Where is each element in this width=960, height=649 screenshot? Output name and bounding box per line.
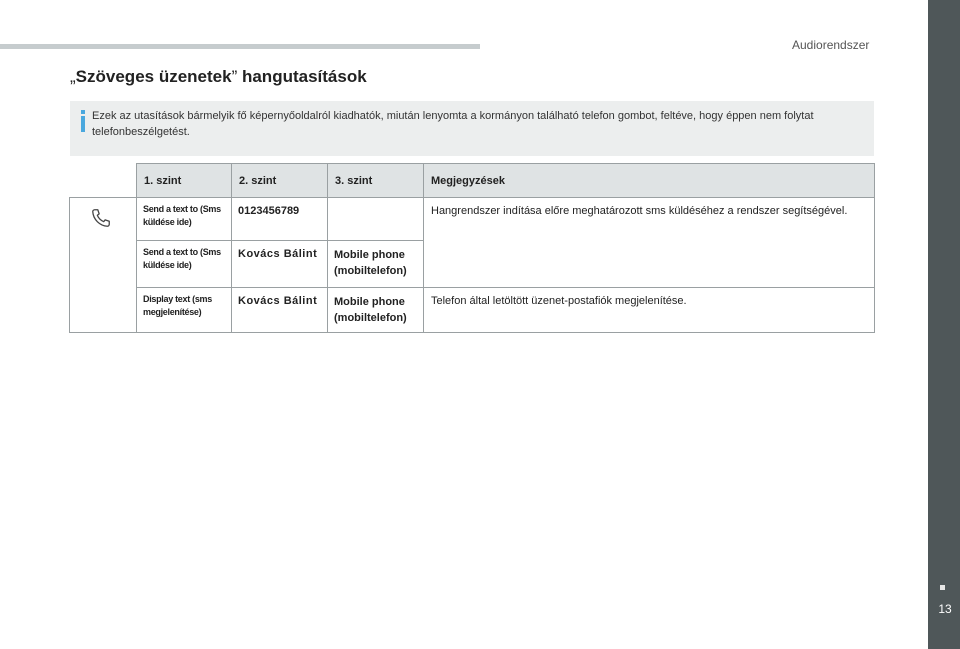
cell-level3: Mobile phone (mobiltelefon) — [328, 288, 424, 333]
command-table — [69, 163, 875, 333]
cell-level1: Display text (sms megjelenítése) — [137, 288, 232, 333]
header-notes: Megjegyzések — [424, 164, 875, 198]
info-icon — [78, 110, 88, 132]
section-title: Audiorendszer — [792, 38, 870, 52]
table-row — [70, 198, 875, 241]
cell-level1: Send a text to (Sms küldése ide) — [137, 241, 232, 288]
title-main: Szöveges üzenetek — [75, 67, 232, 86]
contact-name: Kovács Bálint — [238, 248, 318, 260]
table-row — [70, 288, 875, 333]
page-marker — [940, 585, 945, 590]
table-header-row — [70, 164, 875, 198]
header-level1: 1. szint — [137, 164, 232, 198]
cell-note: Telefon által letöltött üzenet-postafiók megjelenítése. — [424, 288, 875, 333]
info-box — [70, 101, 874, 156]
cell-level2 — [232, 241, 328, 288]
quote-close: ” — [231, 67, 238, 86]
page-title — [70, 67, 367, 87]
side-band — [928, 0, 960, 649]
info-text: Ezek az utasítások bármelyik fő képernyőoldalról kiadhatók, miután lenyomta a kormányon található telefon gombot, feltéve, hogy éppen nem folytat telefonbeszélgetést. — [92, 110, 814, 138]
phone-icon — [90, 207, 112, 229]
header-level3: 3. szint — [328, 164, 424, 198]
cell-level3 — [328, 198, 424, 241]
header-rule — [0, 44, 480, 49]
cell-level2 — [232, 288, 328, 333]
contact-name: Kovács Bálint — [238, 295, 318, 307]
cell-level3: Mobile phone (mobiltelefon) — [328, 241, 424, 288]
title-rest: hangutasítások — [237, 67, 367, 86]
header-level2: 2. szint — [232, 164, 328, 198]
page-number: 13 — [938, 602, 952, 616]
cell-level1: Send a text to (Sms küldése ide) — [137, 198, 232, 241]
header-corner — [70, 164, 137, 198]
phone-cell — [70, 198, 137, 333]
cell-level2: 0123456789 — [232, 198, 328, 241]
cell-note: Hangrendszer indítása előre meghatározott sms küldéséhez a rendszer segítségével. — [424, 198, 875, 288]
quote-open: „ — [70, 67, 76, 86]
